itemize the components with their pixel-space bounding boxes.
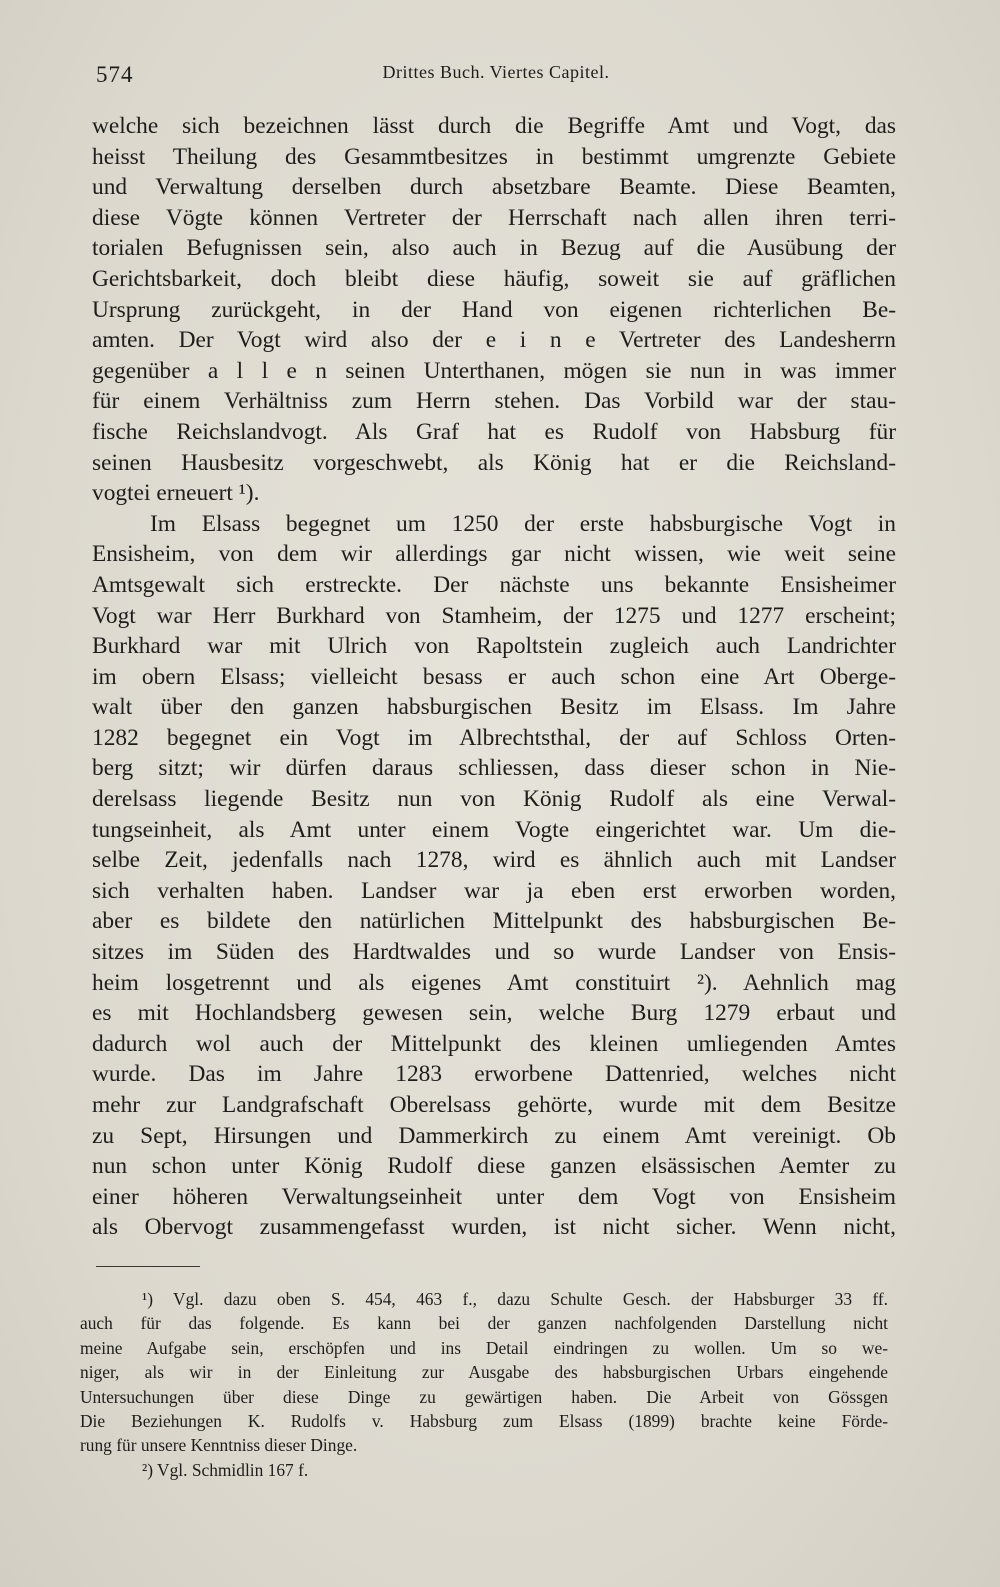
page-number: 574 <box>96 62 134 87</box>
footnote-line: niger, als wir in der Einleitung zur Ausgabe des habsburgischen Urbars eingehende <box>80 1362 888 1383</box>
text-line: berg sitzt; wir dürfen daraus schliessen, dass dieser schon in Nie- <box>92 755 896 782</box>
text-line: für einem Verhältniss zum Herrn stehen. Das Vorbild war der stau- <box>92 388 896 415</box>
text-line: welche sich bezeichnen lässt durch die Begriffe Amt und Vogt, das <box>92 113 896 139</box>
body-text <box>92 111 896 1243</box>
text-line: Amtsgewalt sich erstreckte. Der nächste uns bekannte Ensisheimer <box>92 571 896 598</box>
text-line: als Obervogt zusammengefasst wurden, ist nicht sicher. Wenn nicht, <box>92 1214 896 1241</box>
text-line: dadurch wol auch der Mittelpunkt des kleinen umliegenden Amtes <box>92 1030 896 1057</box>
footnote-rule <box>96 1266 200 1267</box>
text-line: walt über den ganzen habsburgischen Besitz im Elsass. Im Jahre <box>92 694 896 721</box>
text-line: sich verhalten haben. Landser war ja eben erst erworben worden, <box>92 877 896 904</box>
text-line: mehr zur Landgrafschaft Oberelsass gehörte, wurde mit dem Besitze <box>92 1092 896 1118</box>
text-line: zu Sept, Hirsungen und Dammerkirch zu einem Amt vereinigt. Ob <box>92 1122 896 1149</box>
text-line: Gerichtsbarkeit, doch bleibt diese häufig, soweit sie auf gräflichen <box>92 265 896 292</box>
text-line: heim losgetrennt und als eigenes Amt constituirt ²). Aehnlich mag <box>92 969 896 996</box>
footnotes <box>80 1287 888 1482</box>
text-line: vogtei erneuert ¹). <box>92 480 260 507</box>
text-line: und Verwaltung derselben durch absetzbare Beamte. Diese Beamten, <box>92 174 896 201</box>
page-header <box>96 56 896 92</box>
text-line: Im Elsass begegnet um 1250 der erste habsburgische Vogt in <box>150 510 896 537</box>
text-line: torialen Befugnissen sein, also auch in Bezug auf die Ausübung der <box>92 235 896 262</box>
text-line: Ursprung zurückgeht, in der Hand von eigenen richterlichen Be- <box>92 296 896 323</box>
text-line: Ensisheim, von dem wir allerdings gar nicht wissen, wie weit seine <box>92 541 896 568</box>
footnote-line: rung für unsere Kenntniss dieser Dinge. <box>80 1435 358 1456</box>
text-line: gegenüber a l l e n seinen Unterthanen, mögen sie nun in was immer <box>92 357 896 384</box>
text-line: amten. Der Vogt wird also der e i n e Vertreter des Landesherrn <box>92 327 896 354</box>
text-line: nun schon unter König Rudolf diese ganzen elsässischen Aemter zu <box>92 1153 896 1180</box>
footnote-line: meine Aufgabe sein, erschöpfen und ins Detail eindringen zu wollen. Um so we- <box>80 1337 888 1358</box>
text-line: im obern Elsass; vielleicht besass er auch schon eine Art Oberge- <box>92 663 896 690</box>
footnote-line: ²) Vgl. Schmidlin 167 f. <box>142 1459 309 1480</box>
text-line: fische Reichslandvogt. Als Graf hat es Rudolf von Habsburg für <box>92 418 896 445</box>
text-line: selbe Zeit, jedenfalls nach 1278, wird es ähnlich auch mit Landser <box>92 847 896 874</box>
text-line: es mit Hochlandsberg gewesen sein, welche Burg 1279 erbaut und <box>92 1000 896 1027</box>
text-line: derelsass liegende Besitz nun von König Rudolf als eine Verwal- <box>92 786 896 813</box>
text-line: 1282 begegnet ein Vogt im Albrechtsthal, der auf Schloss Orten- <box>92 724 896 751</box>
text-line: aber es bildete den natürlichen Mittelpunkt des habsburgischen Be- <box>92 908 896 935</box>
footnote-line: Die Beziehungen K. Rudolfs v. Habsburg zum Elsass (1899) brachte keine Förde- <box>80 1411 888 1432</box>
text-line: diese Vögte können Vertreter der Herrschaft nach allen ihren terri- <box>92 204 896 231</box>
text-line: heisst Theilung des Gesammtbesitzes in bestimmt umgrenzte Gebiete <box>92 143 896 170</box>
text-line: Burkhard war mit Ulrich von Rapoltstein zugleich auch Landrichter <box>92 633 896 660</box>
text-line: sitzes im Süden des Hardtwaldes und so wurde Landser von Ensis- <box>92 939 896 966</box>
running-head: Drittes Buch. Viertes Capitel. <box>382 62 610 82</box>
footnote-line: ¹) Vgl. dazu oben S. 454, 463 f., dazu Schulte Gesch. der Habsburger 33 ff. <box>142 1289 888 1309</box>
footnote-line: auch für das folgende. Es kann bei der ganzen nachfolgenden Darstellung nicht <box>80 1313 888 1334</box>
text-line: seinen Hausbesitz vorgeschwebt, als König hat er die Reichsland- <box>92 449 896 476</box>
text-line: wurde. Das im Jahre 1283 erworbene Dattenried, welches nicht <box>92 1061 896 1088</box>
text-line: Vogt war Herr Burkhard von Stamheim, der 1275 und 1277 erscheint; <box>92 602 896 629</box>
text-line: tungseinheit, als Amt unter einem Vogte eingerichtet war. Um die- <box>92 816 896 843</box>
text-line: einer höheren Verwaltungseinheit unter dem Vogt von Ensisheim <box>92 1183 896 1210</box>
footnote-line: Untersuchungen über diese Dinge zu gewärtigen haben. Die Arbeit von Gössgen <box>80 1386 888 1407</box>
